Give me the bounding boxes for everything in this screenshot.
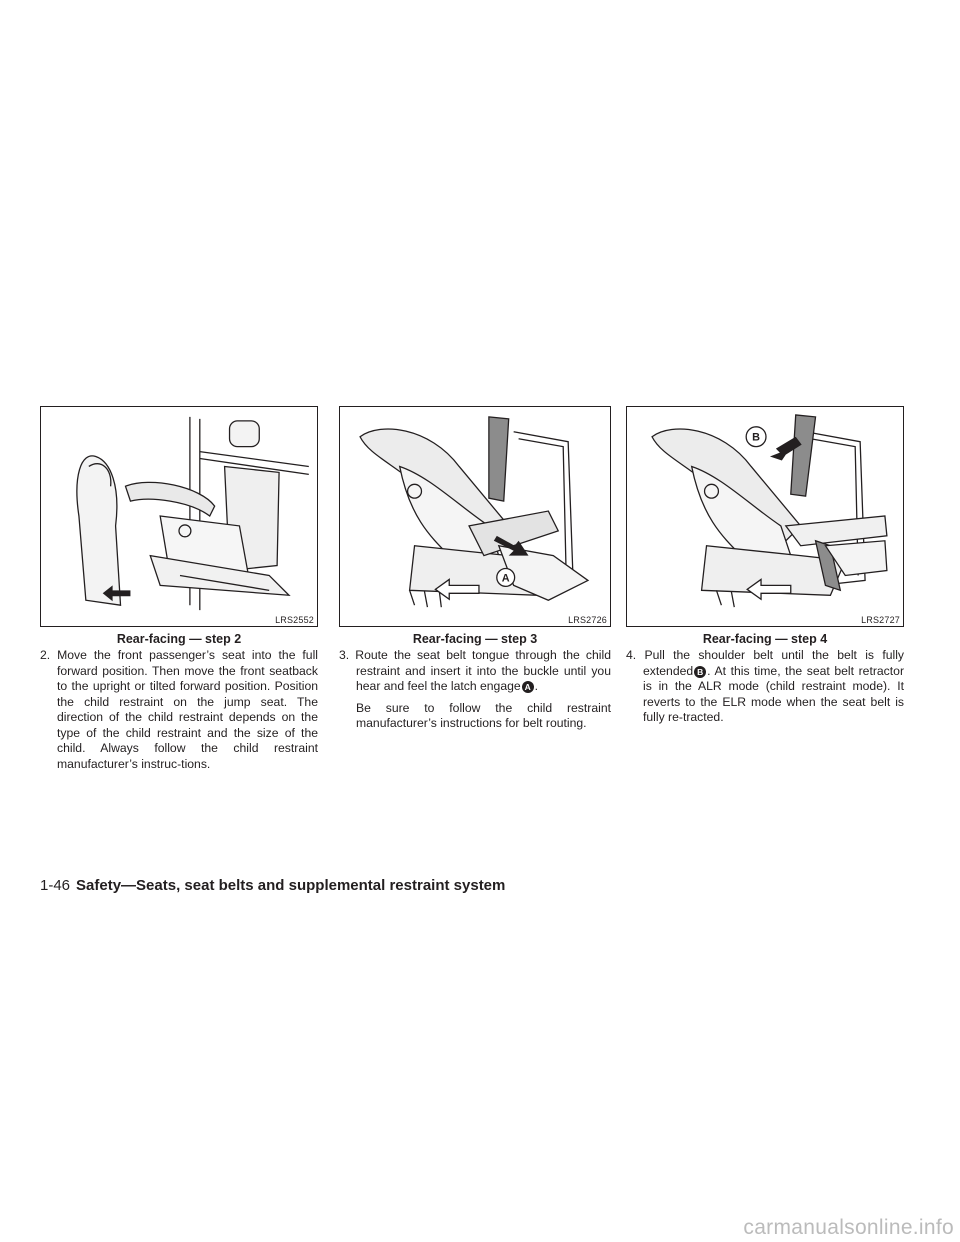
- step-3-text-end: .: [534, 679, 539, 693]
- figure-caption: Rear-facing — step 2: [116, 632, 242, 646]
- step-3-text-start: 3. Route the seat belt tongue through the child restraint and insert it into the buckle until you hear and feel the latch engage: [339, 648, 611, 693]
- figure-code: LRS2552: [275, 615, 314, 625]
- illustration-step-3: [340, 407, 610, 626]
- column-step-2: [40, 406, 318, 772]
- figure-callout-b: B: [752, 431, 761, 444]
- figure-code: LRS2727: [861, 615, 900, 625]
- page-number: 1-46: [40, 877, 71, 894]
- figure-callout-a: A: [501, 572, 510, 585]
- column-step-4: [626, 406, 904, 726]
- figure-step-2: [40, 406, 318, 627]
- figure-step-3: [339, 406, 611, 627]
- page-footer: [40, 877, 505, 894]
- illustration-step-4: [627, 407, 903, 626]
- step-3-text: [339, 648, 611, 695]
- step-4-text: [626, 648, 904, 726]
- step-4-text-end: . At this time, the seat belt retractor is in the ALR mode (child restraint mode). It reverts to the ELR mode when the seat belt is fully re-tracted.: [643, 663, 904, 724]
- section-title: Safety—Seats, seat belts and supplemental restraint system: [76, 877, 506, 894]
- figure-caption: Rear-facing — step 4: [702, 632, 828, 646]
- callout-a-marker: A: [522, 681, 534, 693]
- step-2-text: 2. Move the front passenger’s seat into the full forward position. Then move the front seatback to the upright or tilted forward position. Position the child restraint on the jump seat. The direction of the child restraint depends on the type of the child restraint and the size of the child. Always follow the child restraint manufacturer’s instruc-tions.: [40, 648, 318, 771]
- illustration-step-2: [41, 407, 317, 626]
- figure-step-4: [626, 406, 904, 627]
- step-4-text-start: 4. Pull the shoulder belt until the belt is fully extended: [626, 648, 904, 678]
- watermark: carmanualsonline.info: [743, 1216, 954, 1239]
- step-3-note: Be sure to follow the child restraint manufacturer’s instructions for belt routing.: [356, 700, 611, 730]
- column-step-3: [339, 406, 611, 732]
- figure-caption: Rear-facing — step 3: [412, 632, 538, 646]
- callout-b-marker: B: [694, 666, 706, 678]
- figure-code: LRS2726: [568, 615, 607, 625]
